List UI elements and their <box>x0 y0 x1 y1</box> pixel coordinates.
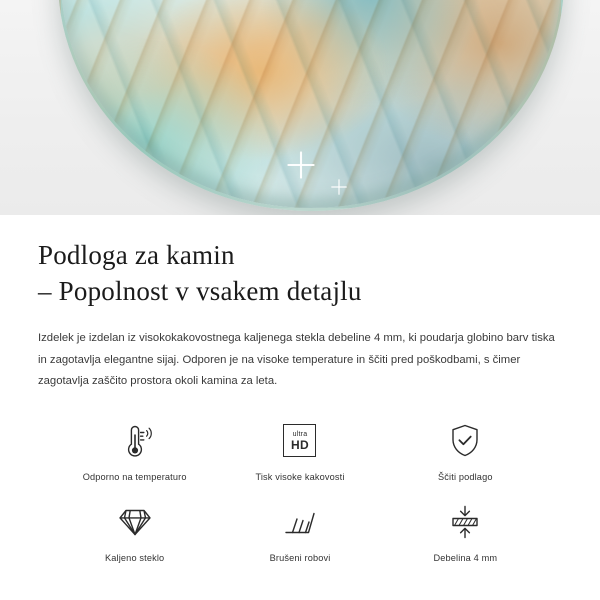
page-title <box>38 215 562 310</box>
feature-item-tempered-glass <box>52 500 217 563</box>
headline-line-1: Podloga za kamin <box>38 240 235 270</box>
feature-item-print-quality <box>217 419 382 482</box>
shield-check-icon <box>447 419 483 463</box>
thickness-arrows-icon <box>446 500 484 544</box>
feature-label: Ščiti podlago <box>438 471 493 482</box>
ultra-hd-badge-top: ultra <box>292 430 308 438</box>
feature-label: Tisk visoke kakovosti <box>255 471 345 482</box>
feature-label: Kaljeno steklo <box>105 552 165 563</box>
feature-item-surface-protection <box>383 419 548 482</box>
ultra-hd-icon <box>283 419 316 463</box>
ultra-hd-badge-bottom: HD <box>291 437 309 452</box>
feature-list <box>38 419 562 563</box>
feature-item-temperature <box>52 419 217 482</box>
feature-label: Brušeni robovi <box>269 552 331 563</box>
round-glass-plate <box>58 0 564 211</box>
hero-image <box>0 0 600 215</box>
polished-edges-icon <box>280 500 320 544</box>
headline-line-2: – Popolnost v vsakem detajlu <box>38 276 362 307</box>
feature-label: Odporno na temperaturo <box>82 471 187 482</box>
feature-item-polished-edges <box>217 500 382 563</box>
description-paragraph: Izdelek je izdelan iz visokokakovostnega kaljenega stekla debeline 4 mm, ki poudarja globino barv tiska in zagotavlja elegantne sijaj. Odporen je na visoke temperature in ščiti pred poškodbami, s čimer zagotavlja zaščito prostora okoli kamina za leta. <box>38 331 555 388</box>
feature-item-thickness <box>383 500 548 563</box>
diamond-icon <box>115 500 155 544</box>
feature-label: Debelina 4 mm <box>433 552 498 563</box>
thermometer-icon <box>118 419 152 463</box>
content-area <box>0 215 600 563</box>
